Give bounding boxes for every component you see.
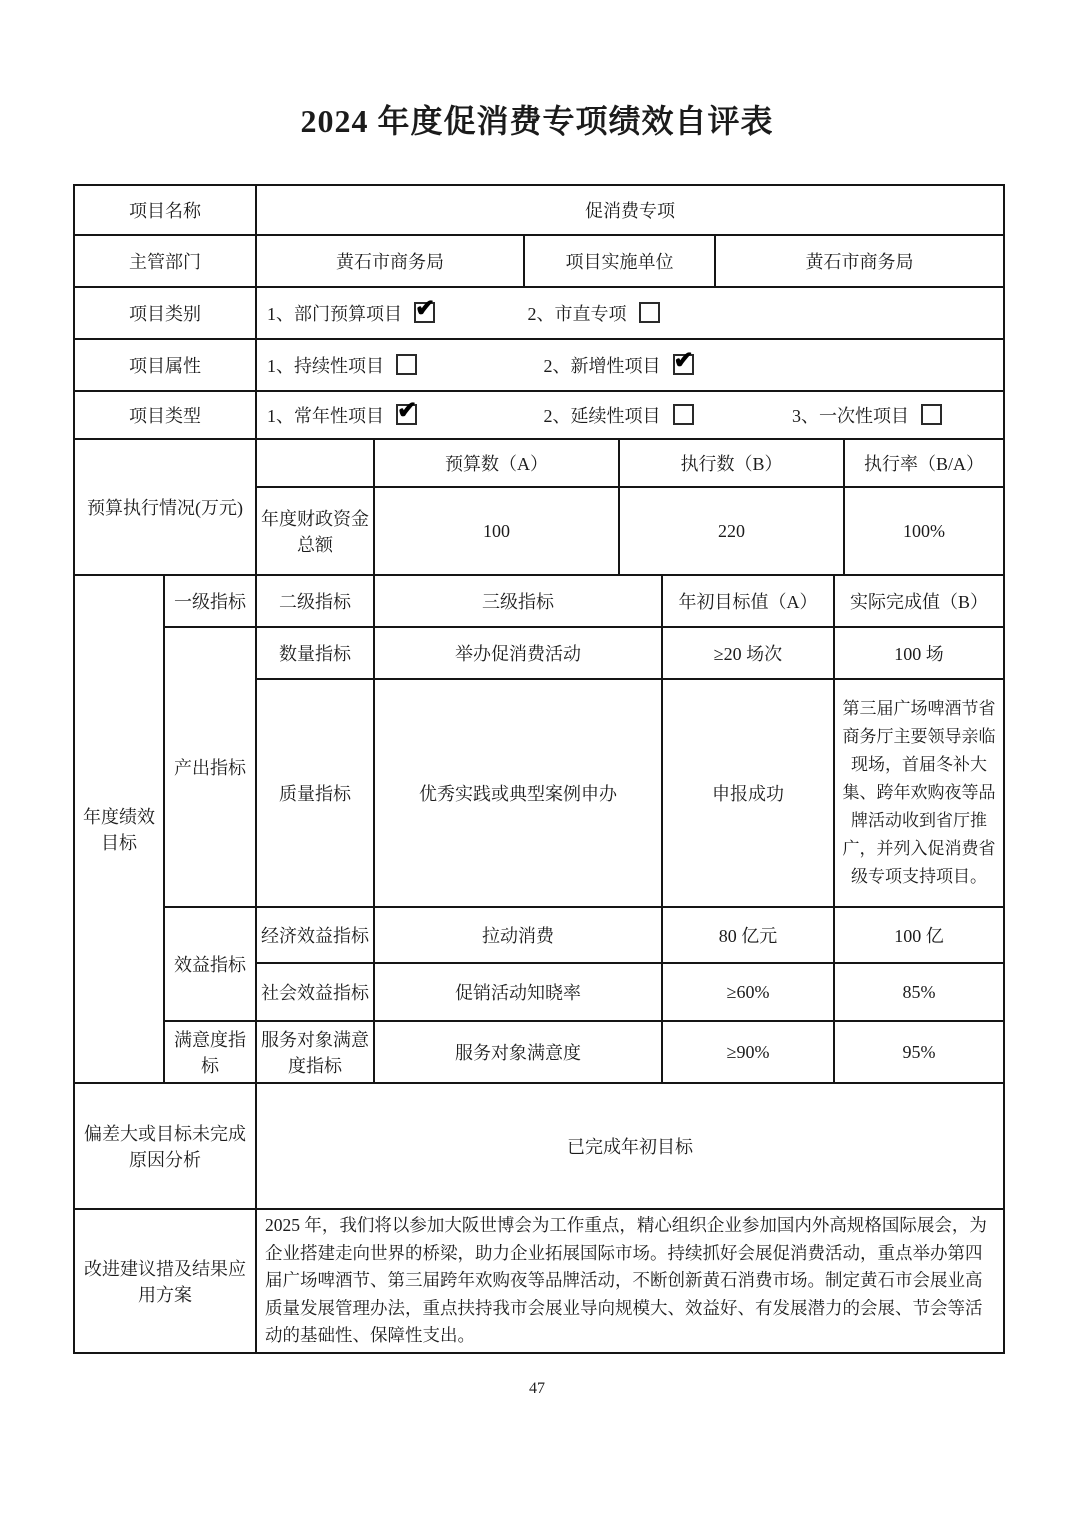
header-actual: 实际完成值（B）: [834, 575, 1004, 627]
option-dept-budget-project: [267, 300, 523, 326]
project-name-label: 项目名称: [74, 185, 256, 235]
row-project-type: [74, 391, 1004, 439]
row-project-name: [74, 185, 1004, 235]
dept-value: 黄石市商务局: [256, 235, 524, 287]
impl-unit-value: 黄石市商务局: [715, 235, 1004, 287]
cell-satisfaction-level3: 服务对象满意度: [374, 1021, 662, 1083]
cell-quantity-target: ≥20 场次: [662, 627, 834, 679]
option-extension-project: [544, 402, 788, 428]
option-perennial-project: [267, 402, 539, 428]
cell-social-indicator: 社会效益指标: [256, 963, 374, 1021]
option-onetime-project: [792, 402, 942, 428]
row-economic-benefit: [74, 907, 1004, 963]
project-info-table: [73, 184, 1005, 440]
header-target: 年初目标值（A）: [662, 575, 834, 627]
row-project-attribute: [74, 339, 1004, 391]
cell-satisfaction-indicator: 满意度指标: [164, 1021, 256, 1083]
option-continuous-project: [267, 352, 539, 378]
budget-value-a: 100: [374, 487, 619, 575]
option-label: 1、常年性项目: [267, 406, 384, 426]
project-type-label: 项目类型: [74, 391, 256, 439]
cell-economic-level3: 拉动消费: [374, 907, 662, 963]
row-quantity-indicator: [74, 627, 1004, 679]
option-label: 2、延续性项目: [543, 406, 661, 426]
cell-economic-indicator: 经济效益指标: [256, 907, 374, 963]
row-project-category: [74, 287, 1004, 339]
budget-value-b: 220: [619, 487, 844, 575]
performance-section-label: 年度绩效目标: [74, 575, 164, 1083]
deviation-label: 偏差大或目标未完成原因分析: [74, 1083, 256, 1209]
budget-col-a-header: 预算数（A）: [374, 439, 619, 487]
project-attribute-label: 项目属性: [74, 339, 256, 391]
performance-table: [73, 574, 1005, 1084]
project-category-label: 项目类别: [74, 287, 256, 339]
cell-quality-level3: 优秀实践或典型案例申办: [374, 679, 662, 907]
deviation-value: 已完成年初目标: [256, 1083, 1004, 1209]
cell-quantity-actual: 100 场: [834, 627, 1004, 679]
cell-economic-target: 80 亿元: [662, 907, 834, 963]
option-label: 1、持续性项目: [267, 356, 384, 376]
row-satisfaction: [74, 1021, 1004, 1083]
dept-label: 主管部门: [74, 235, 256, 287]
project-type-options: [256, 391, 1004, 439]
budget-section-label: 预算执行情况(万元): [74, 439, 256, 575]
cell-social-level3: 促销活动知晓率: [374, 963, 662, 1021]
cell-satisfaction-actual: 95%: [834, 1021, 1004, 1083]
option-label: 2、新增性项目: [543, 356, 661, 376]
row-improvement-plan: [74, 1209, 1004, 1353]
cell-economic-actual: 100 亿: [834, 907, 1004, 963]
budget-col-rate-header: 执行率（B/A）: [844, 439, 1004, 487]
project-name-value: 促消费专项: [256, 185, 1004, 235]
checkbox-continuous-project: [396, 354, 417, 375]
cell-quality-actual: 第三届广场啤酒节省商务厅主要领导亲临现场，首届冬补大集、跨年欢购夜等品牌活动收到省厅推广，并列入促消费省级专项支持项目。: [834, 679, 1004, 907]
improvement-value: 2025 年，我们将以参加大阪世博会为工作重点，精心组织企业参加国内外高规格国际展会，为企业搭建走向世界的桥梁，助力企业拓展国际市场。持续抓好会展促消费活动，重点举办第四届广场啤酒节、第三届跨年欢购夜等品牌活动，不断创新黄石消费市场。制定黄石市会展业高质量发展管理办法，重点扶持我市会展业导向规模大、效益好、有发展潜力的会展、节会等活动的基础性、保障性支出。: [256, 1209, 1004, 1353]
row-deviation-analysis: [74, 1083, 1004, 1209]
row-budget-header: [74, 439, 1004, 487]
cell-quantity-indicator: 数量指标: [256, 627, 374, 679]
cell-quantity-level3: 举办促消费活动: [374, 627, 662, 679]
project-category-options: [256, 287, 1004, 339]
checkbox-onetime-project: [921, 404, 942, 425]
option-label: 1、部门预算项目: [267, 304, 402, 324]
cell-output-indicator: 产出指标: [164, 627, 256, 907]
checkbox-city-special: [639, 302, 660, 323]
checkbox-extension-project: [673, 404, 694, 425]
option-label: 3、一次性项目: [792, 406, 909, 426]
budget-table: [73, 438, 1005, 576]
page-title: 2024 年度促消费专项绩效自评表: [300, 103, 774, 139]
impl-unit-label: 项目实施单位: [524, 235, 715, 287]
cell-benefit-indicator: 效益指标: [164, 907, 256, 1021]
improvement-label: 改进建议措及结果应用方案: [74, 1209, 256, 1353]
budget-row-label: 年度财政资金总额: [256, 487, 374, 575]
header-level1: 一级指标: [164, 575, 256, 627]
checkbox-dept-budget-project: [414, 302, 435, 323]
project-attribute-options: [256, 339, 1004, 391]
budget-col-b-header: 执行数（B）: [619, 439, 844, 487]
option-label: 2、市直专项: [527, 304, 627, 324]
cell-social-target: ≥60%: [662, 963, 834, 1021]
checkbox-perennial-project: [396, 404, 417, 425]
row-performance-header: [74, 575, 1004, 627]
page-number: 47: [529, 1379, 545, 1397]
option-new-project: [544, 352, 694, 378]
budget-value-rate: 100%: [844, 487, 1004, 575]
row-departments: [74, 235, 1004, 287]
cell-quality-indicator: 质量指标: [256, 679, 374, 907]
cell-quality-target: 申报成功: [662, 679, 834, 907]
option-city-special: [528, 300, 660, 326]
summary-table: [73, 1082, 1005, 1354]
header-level3: 三级指标: [374, 575, 662, 627]
cell-social-actual: 85%: [834, 963, 1004, 1021]
header-level2: 二级指标: [256, 575, 374, 627]
checkbox-new-project: [673, 354, 694, 375]
cell-satisfaction-target: ≥90%: [662, 1021, 834, 1083]
budget-empty-cell: [256, 439, 374, 487]
cell-satisfaction-level2: 服务对象满意度指标: [256, 1021, 374, 1083]
